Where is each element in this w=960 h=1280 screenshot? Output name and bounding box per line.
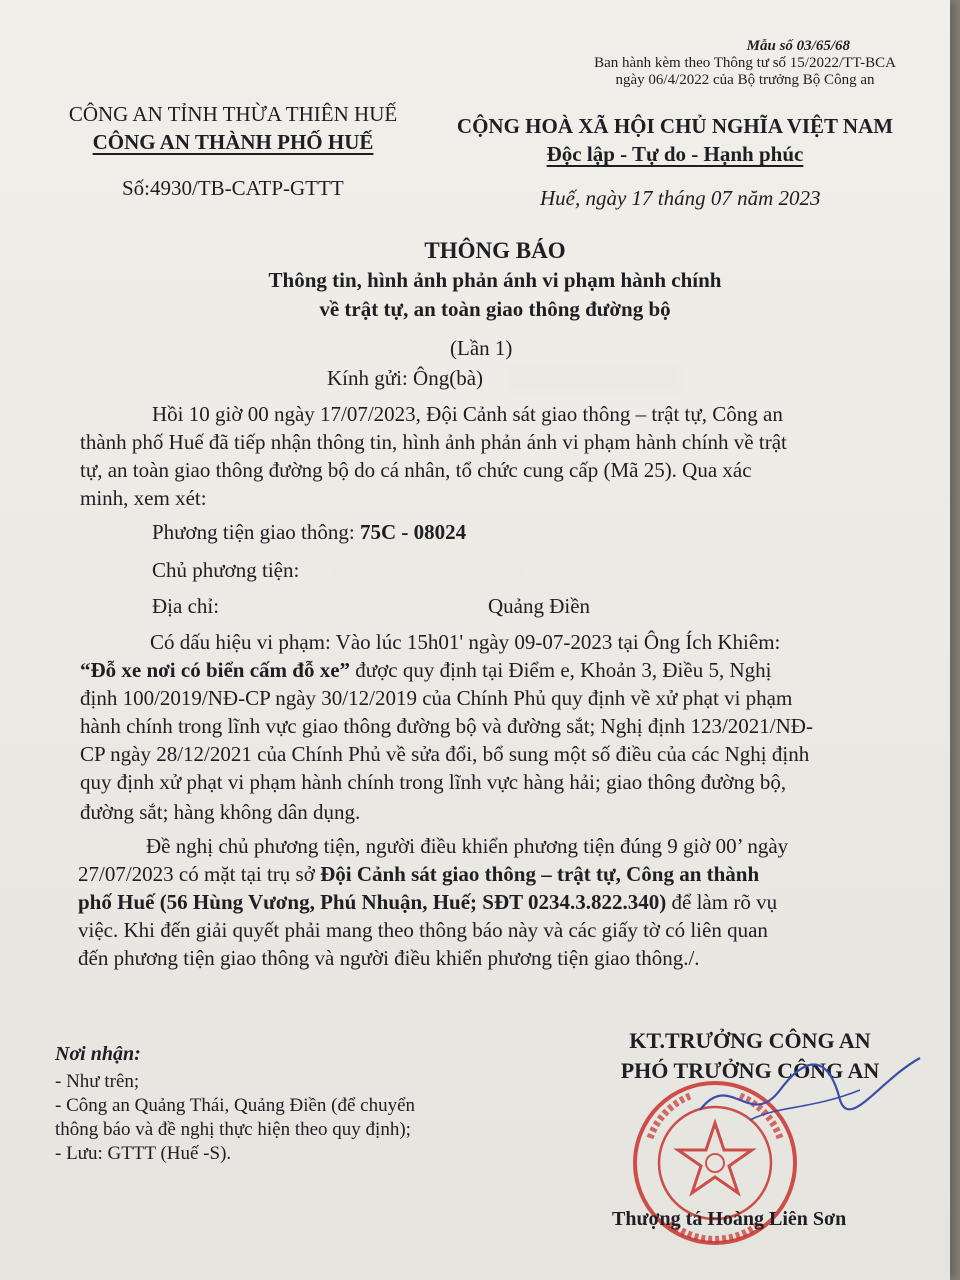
- violation-line-6: quy định xử phạt vi phạm hành chính trong lĩnh vực hàng hải; giao thông đường bộ,: [80, 770, 787, 794]
- intro-line-4: minh, xem xét:: [80, 486, 207, 510]
- vehicle-plate: 75C - 08024: [359, 520, 467, 544]
- nation-motto: Độc lập - Tự do - Hạnh phúc: [546, 142, 804, 166]
- agency-header: [38, 100, 428, 156]
- title-block: [150, 236, 840, 324]
- handwritten-signature: [690, 1050, 930, 1140]
- violation-line-7: đường sắt; hàng không dân dụng.: [80, 800, 361, 824]
- form-issued-line1: Ban hành kèm theo Thông tư số 15/2022/TT-BCA: [594, 55, 896, 71]
- violation-line-2: [80, 658, 771, 683]
- intro-line-2: thành phố Huế đã tiếp nhận thông tin, hình ảnh phản ánh vi phạm hành chính về trật: [80, 430, 787, 454]
- recipient-item-3: - Lưu: GTTT (Huế -S).: [55, 1143, 232, 1164]
- form-code: Mẫu số 03/65/68: [746, 38, 850, 54]
- agency-name: CÔNG AN THÀNH PHỐ HUẾ: [92, 130, 374, 154]
- recipient-item-1: - Như trên;: [55, 1071, 140, 1092]
- doc-subtitle-line2: về trật tự, an toàn giao thông đường bộ: [319, 297, 671, 321]
- recipient-item-2a: - Công an Quảng Thái, Quảng Điền (để chuyển: [55, 1095, 416, 1116]
- intro-line-1: Hồi 10 giờ 00 ngày 17/07/2023, Đội Cảnh sát giao thông – trật tự, Công an: [152, 402, 783, 426]
- vehicle-label: Phương tiện giao thông:: [152, 520, 355, 544]
- request-line2-start: 27/07/2023 có mặt tại trụ sở: [78, 862, 321, 886]
- office-name: Đội Cảnh sát giao thông – trật tự, Công an thành: [320, 862, 760, 886]
- form-code-block: [580, 38, 910, 89]
- request-line-5: đến phương tiện giao thông và người điều khiển phương tiện giao thông./.: [78, 946, 700, 970]
- violation-line-3: định 100/2019/NĐ-CP ngày 30/12/2019 của Chính Phủ quy định về xử phạt vi phạm: [80, 686, 793, 710]
- place-date: Huế, ngày 17 tháng 07 năm 2023: [540, 186, 821, 210]
- doc-subtitle-line1: Thông tin, hình ảnh phản ánh vi phạm hành chính: [268, 268, 722, 292]
- request-line-3: [78, 890, 777, 915]
- request-line-1: Đề nghị chủ phương tiện, người điều khiển phương tiện đúng 9 giờ 00’ ngày: [146, 834, 789, 858]
- recipients-block: [55, 1042, 535, 1166]
- violation-line-1: Có dấu hiệu vi phạm: Vào lúc 15h01' ngày 09-07-2023 tại Ông Ích Khiêm:: [150, 630, 781, 654]
- request-line-2: [78, 862, 759, 887]
- agency-parent: CÔNG AN TỈNH THỪA THIÊN HUẾ: [68, 102, 398, 126]
- redacted-address: [244, 594, 480, 620]
- attempt-number: (Lần 1): [450, 336, 513, 360]
- vehicle-row: [152, 520, 466, 545]
- national-header: [440, 112, 910, 168]
- form-issued-line2: ngày 06/4/2022 của Bộ trưởng Bộ Công an: [615, 72, 875, 88]
- owner-label: Chủ phương tiện:: [152, 558, 300, 582]
- violation-line-4: hành chính trong lĩnh vực giao thông đường bộ và đường sắt; Nghị định 123/2021/NĐ-: [80, 714, 813, 738]
- office-address: phố Huế (56 Hùng Vương, Phú Nhuận, Huế; SĐT 0234.3.822.340): [78, 890, 667, 914]
- greeting: Kính gửi: Ông(bà): [327, 366, 484, 390]
- address-label: Địa chỉ:: [152, 594, 220, 618]
- recipient-item-2b: thông báo và đề nghị thực hiện theo quy định);: [55, 1119, 411, 1140]
- redacted-owner: [330, 558, 526, 584]
- signature-line-2: PHÓ TRƯỞNG CÔNG AN: [620, 1058, 880, 1083]
- redacted-name: [508, 366, 680, 392]
- intro-line-3: tự, an toàn giao thông đường bộ do cá nhân, tổ chức cung cấp (Mã 25). Qua xác: [80, 458, 752, 482]
- recipients-heading: Nơi nhận:: [55, 1043, 141, 1065]
- signer-name: Thượng tá Hoàng Liên Sơn: [612, 1208, 847, 1230]
- signature-line-1: KT.TRƯỞNG CÔNG AN: [629, 1028, 871, 1053]
- document-number: Số:4930/TB-CATP-GTTT: [122, 176, 344, 200]
- request-line-4: việc. Khi đến giải quyết phải mang theo thông báo này và các giấy tờ có liên quan: [78, 918, 768, 942]
- violation-line2-rest: được quy định tại Điểm e, Khoản 3, Điều 5, Nghị: [350, 658, 772, 682]
- address-tail: Quảng Điền: [488, 594, 591, 618]
- nation-name: CỘNG HOÀ XÃ HỘI CHỦ NGHĨA VIỆT NAM: [456, 114, 894, 138]
- request-line3-end: để làm rõ vụ: [666, 890, 778, 914]
- doc-title: THÔNG BÁO: [424, 238, 566, 263]
- violation-act: “Đỗ xe nơi có biển cấm đỗ xe”: [80, 658, 351, 682]
- violation-line-5: CP ngày 28/12/2021 của Chính Phủ về sửa đổi, bổ sung một số điều của các Nghị định: [80, 742, 810, 766]
